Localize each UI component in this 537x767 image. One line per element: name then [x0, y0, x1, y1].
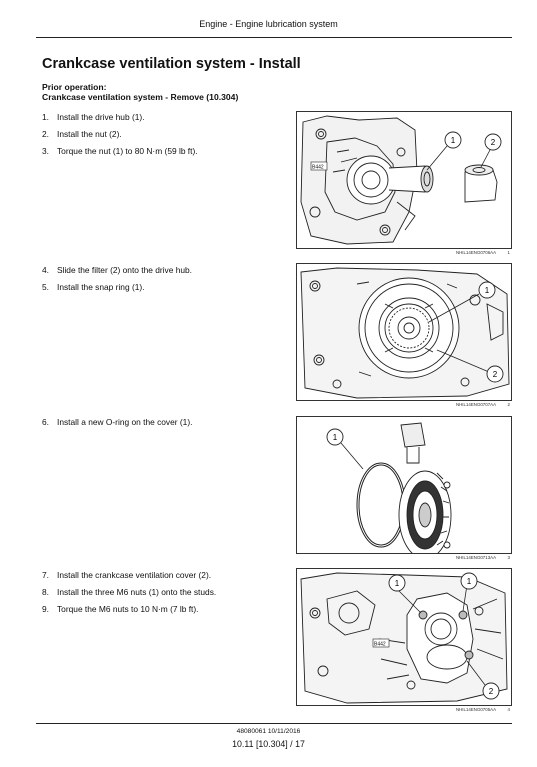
figure-1-caption: [296, 250, 512, 258]
step-item: 8. Install the three M6 nuts (1) onto the studs.: [42, 587, 217, 597]
step-item: 2. Install the nut (2).: [42, 129, 122, 139]
callout-label: 1: [484, 286, 490, 295]
drive-hub-illustration: [297, 112, 511, 248]
part-mark-label: B442: [312, 164, 324, 171]
figure-number: 3: [507, 555, 510, 560]
callout-label: 1: [394, 579, 400, 588]
ventilation-cover-illustration: [297, 569, 511, 705]
footer-page-number: 10.11 [10.304] / 17: [232, 739, 305, 749]
page-title: Crankcase ventilation system - Install: [42, 56, 301, 72]
figure-code: NHIL14ENG0707AA: [455, 402, 496, 407]
prior-operation-label: Prior operation:: [42, 82, 107, 92]
step-item: 3. Torque the nut (1) to 80 N·m (59 lb ft).: [42, 146, 198, 156]
filter-illustration: [297, 264, 511, 400]
step-list-2: [42, 262, 192, 296]
callout-label: 2: [492, 370, 498, 379]
header-rule: [36, 37, 512, 38]
part-mark-label: B442: [374, 641, 386, 648]
footer-doc-code: 48080061 10/11/2016: [236, 728, 301, 735]
prior-operation-link[interactable]: Crankcase ventilation system - Remove (10.304): [42, 92, 239, 102]
figure-number: 2: [507, 402, 510, 407]
figure-2-caption: [296, 402, 512, 410]
figure-3-caption: [296, 555, 512, 563]
figure-4-cover: [296, 568, 512, 706]
figure-number: 4: [507, 707, 510, 712]
step-item: 9. Torque the M6 nuts to 10 N·m (7 lb ft).: [42, 604, 199, 614]
callout-label: 1: [450, 136, 456, 145]
running-header: Engine - Engine lubrication system: [199, 19, 338, 29]
figure-2-filter: [296, 263, 512, 401]
callout-label: 2: [490, 138, 496, 147]
figure-code: NHIL14ENG0713AA: [455, 555, 496, 560]
callout-label: 1: [466, 577, 472, 586]
figure-3-o-ring: [296, 416, 512, 554]
figure-code: NHIL14ENG0706AA: [455, 250, 496, 255]
step-list-4: [42, 567, 216, 618]
step-list-3: [42, 414, 192, 431]
step-item: 5. Install the snap ring (1).: [42, 282, 145, 292]
figure-4-caption: [296, 707, 512, 715]
callout-label: 1: [332, 433, 338, 442]
step-item: 6. Install a new O-ring on the cover (1).: [42, 417, 193, 427]
step-item: 4. Slide the filter (2) onto the drive hub.: [42, 265, 193, 275]
figure-1-drive-hub: [296, 111, 512, 249]
o-ring-illustration: [297, 417, 511, 553]
prior-operation: [42, 82, 238, 102]
figure-code: NHIL14ENG0705AA: [455, 707, 496, 712]
callout-label: 2: [488, 687, 494, 696]
step-item: 1. Install the drive hub (1).: [42, 112, 145, 122]
footer-rule: [36, 723, 512, 724]
step-list-1: [42, 109, 198, 160]
step-item: 7. Install the crankcase ventilation cover (2).: [42, 570, 212, 580]
figure-number: 1: [507, 250, 510, 255]
